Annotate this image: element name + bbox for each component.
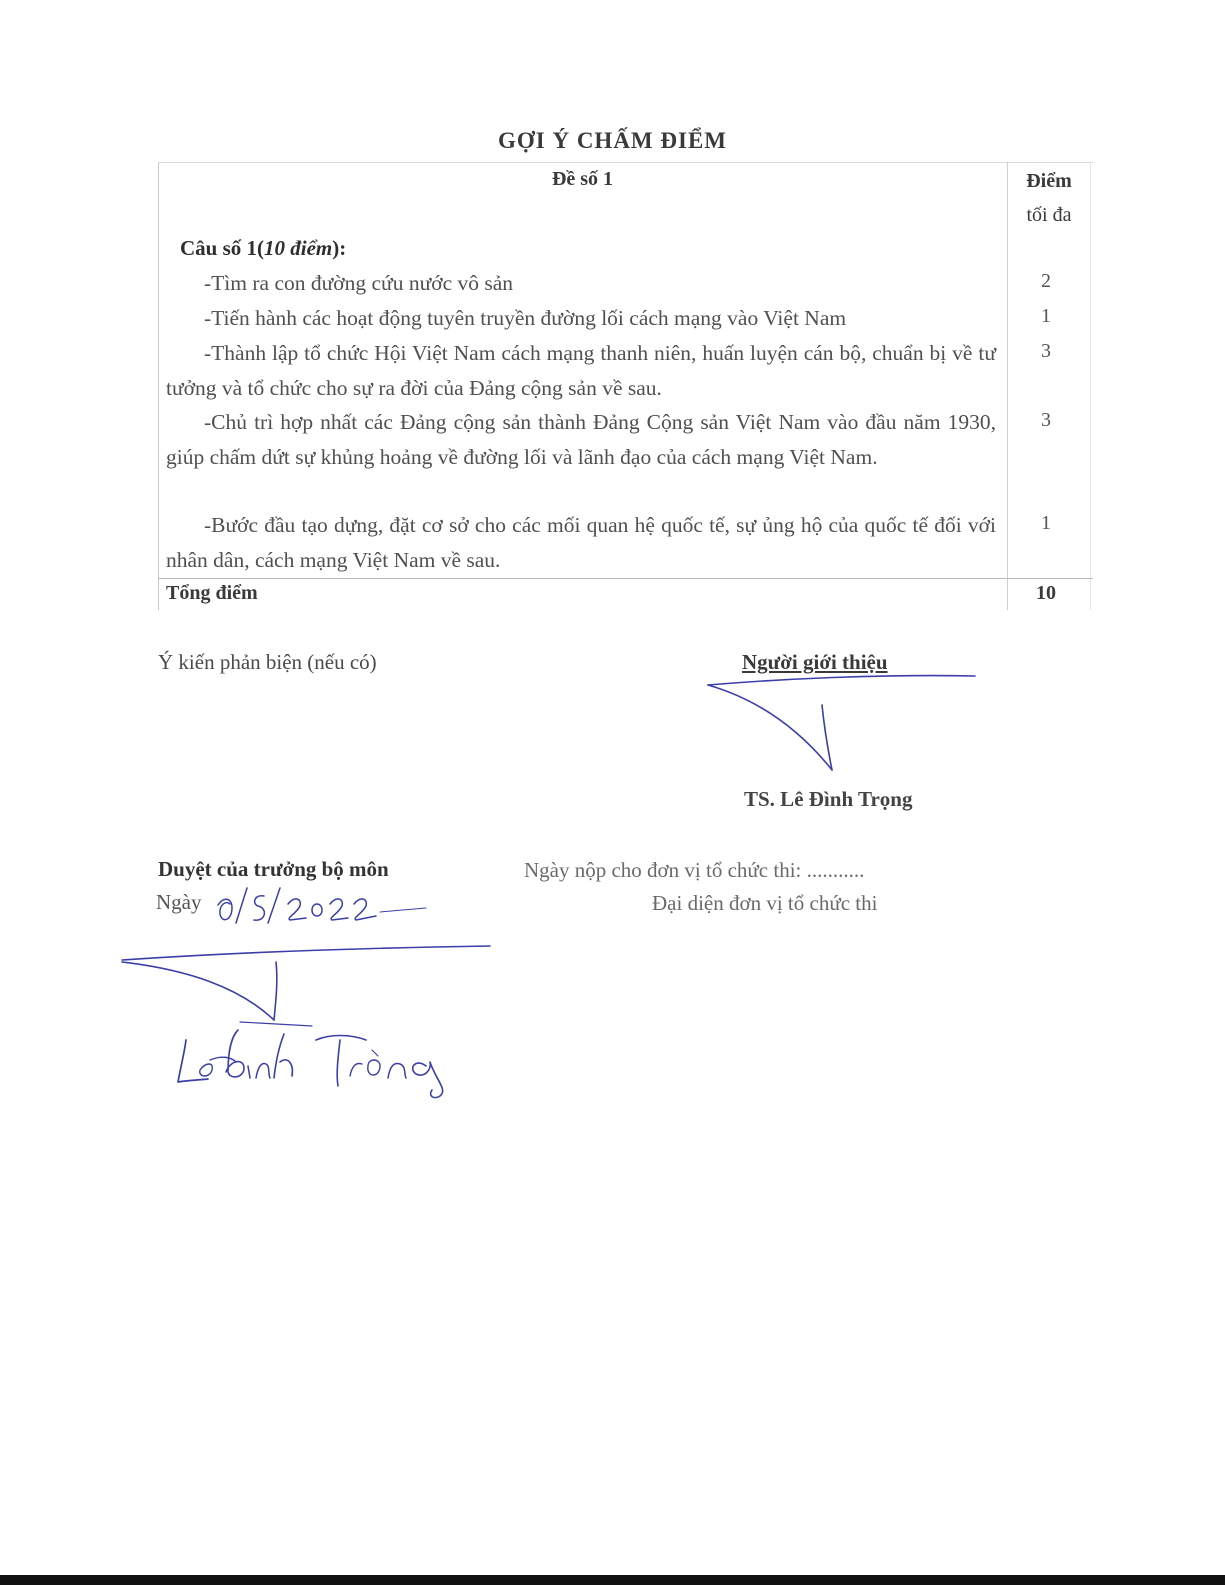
introducer-signature: [708, 676, 975, 770]
total-value: 10: [1036, 582, 1056, 604]
table-column-divider: [1007, 162, 1008, 610]
max-score-header-line1: Điểm: [1026, 170, 1072, 192]
answer-score-2: 1: [1041, 305, 1051, 327]
question-label: Câu số 1(: [180, 236, 265, 260]
submission-date-label: Ngày nộp cho đơn vị tổ chức thi: ...........: [524, 858, 865, 882]
review-label: Ý kiến phản biện (nếu có): [158, 650, 377, 674]
answer-item-4: -Chủ trì hợp nhất các Đảng cộng sản thành Đảng Cộng sản Việt Nam vào đầu năm 1930, giúp chấm dứt sự khủng hoảng về đường lối và lãnh đạo của cách mạng Việt Nam.: [166, 410, 996, 469]
introducer-name: TS. Lê Đình Trọng: [744, 787, 913, 811]
question-label-end: ):: [332, 236, 347, 260]
scan-edge-band: [0, 1575, 1225, 1585]
exam-unit-label: Đại diện đơn vị tổ chức thi: [652, 891, 878, 915]
table-total-separator: [158, 578, 1093, 579]
exam-number-header: Đề số 1: [551, 168, 614, 190]
page-title: GỢI Ý CHẤM ĐIỂM: [497, 128, 728, 153]
date-label: Ngày: [156, 890, 202, 914]
max-score-header-line2: tối đa: [1026, 204, 1072, 226]
handwritten-date: [218, 888, 426, 923]
question-points: 10 điểm: [264, 236, 333, 260]
total-label: Tổng điểm: [166, 582, 258, 604]
approval-label: Duyệt của trưởng bộ môn: [158, 857, 389, 881]
answer-item-3: -Thành lập tổ chức Hội Việt Nam cách mạng thanh niên, huấn luyện cán bộ, chuẩn bị về tư tưởng và tổ chức cho sự ra đời của Đảng cộng sản về sau.: [166, 341, 996, 400]
answer-score-1: 2: [1041, 270, 1051, 292]
answer-item-5: -Bước đầu tạo dựng, đặt cơ sở cho các mối quan hệ quốc tế, sự ủng hộ của quốc tế đối với nhân dân, cách mạng Việt Nam về sau.: [166, 513, 996, 572]
answer-score-3: 3: [1041, 340, 1051, 362]
answer-item-1: -Tìm ra con đường cứu nước vô sản: [204, 271, 514, 295]
table-border-left: [158, 162, 159, 610]
introducer-label: Người giới thiệu: [742, 650, 888, 674]
answer-score-4: 3: [1041, 409, 1051, 431]
answer-item-2: -Tiến hành các hoạt động tuyên truyền đường lối cách mạng vào Việt Nam: [204, 306, 847, 330]
table-border-top: [158, 162, 1093, 163]
approval-signature: [122, 946, 490, 1098]
question-heading: [180, 236, 346, 261]
table-border-right: [1090, 162, 1091, 610]
answer-score-5: 1: [1041, 512, 1051, 534]
